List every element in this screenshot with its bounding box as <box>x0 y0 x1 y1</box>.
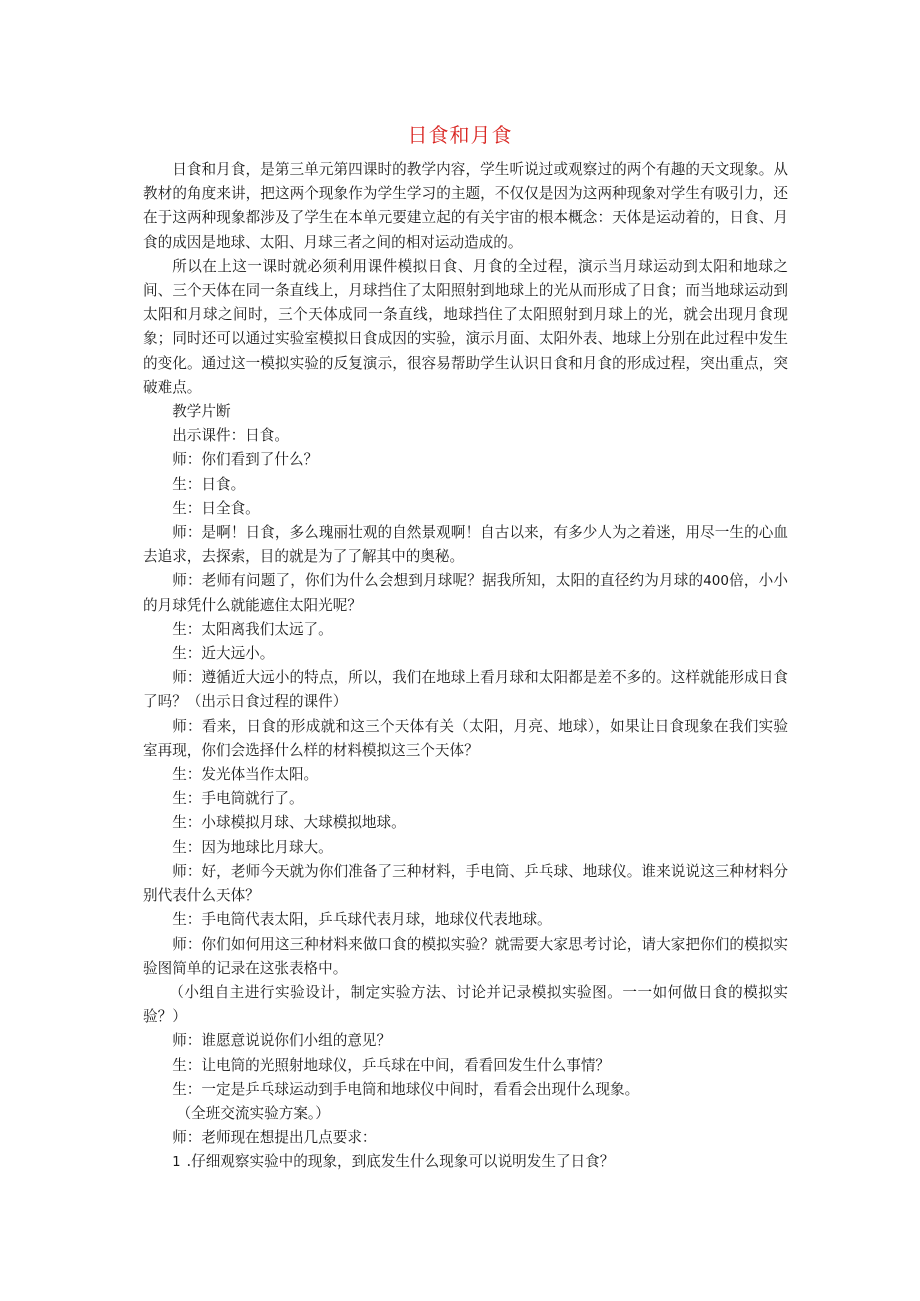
dialogue-line: 生：手电筒就行了。 <box>172 790 304 808</box>
dialogue-line: 生：日食。 <box>172 475 246 493</box>
dialogue-line: 师：谁愿意说说你们小组的意见？ <box>172 1032 392 1050</box>
list-item-1-text: .仔细观察实验中的现象，到底发生什么现象可以说明发生了日食？ <box>186 1153 615 1171</box>
dialogue-line: 生：发光体当作太阳。 <box>172 766 319 784</box>
list-item-1-number: 1 <box>172 1155 181 1171</box>
section-heading: 教学片断 <box>172 403 231 421</box>
teacher-remark-2-before: 师：老师有问题了，你们为什么会想到月球呢？据我所知，太阳的直径约为月球的 <box>172 572 704 590</box>
teacher-remark-7: 师：老师现在想提出几点要求： <box>172 1129 377 1147</box>
intro-paragraph-2: 所以在上这一课时就必须利用课件模拟日食、月食的全过程，演示当月球运动到太阳和地球之间、三个天体在同一条直线上，月球挡住了太阳照射到地球上的光从而形成了日食；而当地球运动到太阳和月球之间时，三个天体成同一条直线，地球挡住了太阳照射到月球上的光，就会出现月食现象；同时还可以通过实验室模拟日食成因的实验，演示月面、太阳外表、地球上分别在此过程中发生的变化。通过这一模拟实验的反复演示，很容易帮助学生认识日食和月食的形成过程，突出重点，突破难点。 <box>143 257 788 396</box>
dialogue-line: 生：太阳离我们太远了。 <box>172 620 333 638</box>
teacher-remark-2 <box>143 569 788 617</box>
dialogue-line: 师：你们看到了什么？ <box>172 451 319 469</box>
teacher-remark-6: 师：你们如何用这三种材料来做口食的模拟实验？就需要大家思考讨论，请大家把你们的模拟实验图简单的记录在这张表格中。 <box>143 935 788 977</box>
list-item-1 <box>143 1150 788 1175</box>
student-answer-1: 生：手电筒代表太阳，乒乓球代表月球，地球仪代表地球。 <box>172 911 552 929</box>
dialogue-line: 生：让电筒的光照射地球仪，乒乓球在中间，看看回发生什么事情？ <box>172 1056 611 1074</box>
note-1: （小组自主进行实验设计，制定实验方法、讨论并记录模拟实验图。一一如何做日食的模拟实验？） <box>143 983 788 1026</box>
dialogue-line: 出示课件：日食。 <box>172 427 289 445</box>
dialogue-line: 生：近大远小。 <box>172 645 275 663</box>
teacher-remark-5: 师：好，老师今天就为你们准备了三种材料，手电筒、乒乓球、地球仪。谁来说说这三种材料分别代表什么天体？ <box>143 862 788 905</box>
teacher-remark-1: 师：是啊！日食，多么瑰丽壮观的自然景观啊！自古以来，有多少人为之着迷，用尽一生的心血去追求，去探索，目的就是为了了解其中的奥秘。 <box>143 524 788 566</box>
teacher-remark-4: 师：看来，日食的形成就和这三个天体有关（太阳，月亮、地球），如果让日食现象在我们实验室再现，你们会选择什么样的材料模拟这三个天体？ <box>143 717 788 759</box>
note-2: （全班交流实验方案。） <box>176 1104 330 1122</box>
teacher-remark-2-after: 倍，小小的月球凭什么就能遮住太阳光呢？ <box>143 572 788 614</box>
diameter-ratio-number: 400 <box>703 573 729 590</box>
document-body <box>143 158 788 1176</box>
dialogue-line: 生：因为地球比月球大。 <box>172 838 333 856</box>
dialogue-line: 生：一定是乒乓球运动到手电筒和地球仪中间时，看看会出现什么现象。 <box>172 1080 640 1098</box>
dialogue-line: 生：日全食。 <box>172 499 260 517</box>
teacher-remark-3: 师：遵循近大远小的特点，所以，我们在地球上看月球和太阳都是差不多的。这样就能形成日食了吗？（出示日食过程的课件） <box>143 669 788 711</box>
intro-paragraph-1: 日食和月食，是第三单元第四课时的教学内容，学生听说过或观察过的两个有趣的天文现象。从教材的角度来讲，把这两个现象作为学生学习的主题，不仅仅是因为这两种现象对学生有吸引力，还在于这两种现象都涉及了学生在本单元要建立起的有关宇宙的根本概念：天体是运动着的，日食、月食的成因是地球、太阳、月球三者之间的相对运动造成的。 <box>143 161 788 251</box>
document-title: 日食和月食 <box>407 123 513 147</box>
dialogue-line: 生：小球模拟月球、大球模拟地球。 <box>172 814 406 832</box>
